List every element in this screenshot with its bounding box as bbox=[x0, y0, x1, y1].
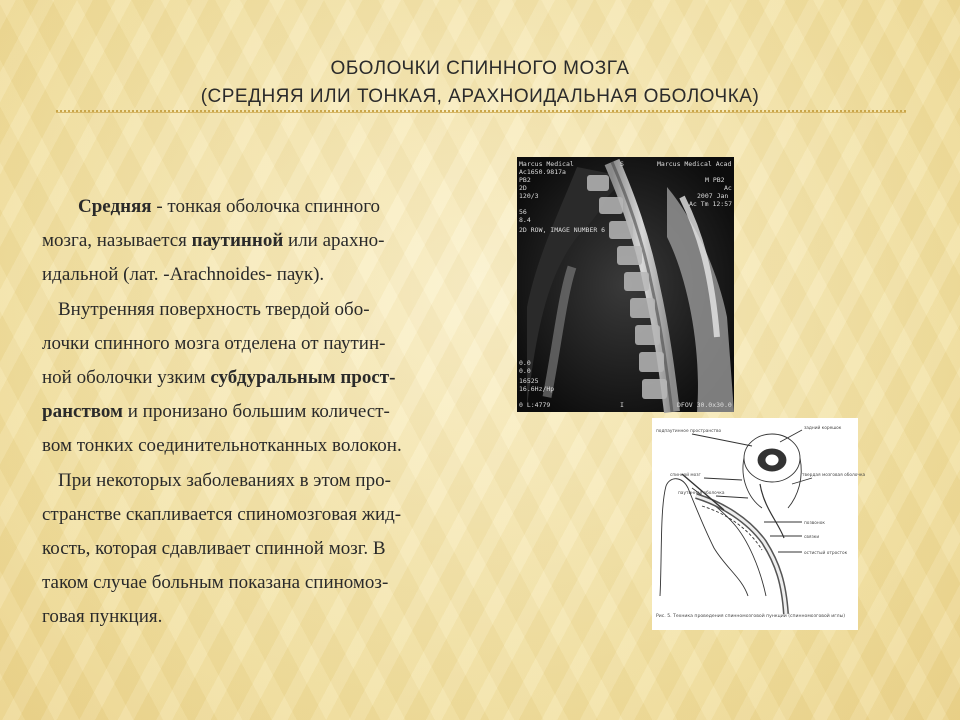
diagram-label-4: паутинная оболочка bbox=[678, 491, 725, 496]
slide-title bbox=[40, 55, 920, 111]
p1-text-1: - тонкая оболочка спинного bbox=[151, 196, 381, 217]
term-subdural-2: ранством bbox=[42, 401, 123, 423]
p3-text-5: говая пункция. bbox=[42, 606, 163, 628]
mri-spine-image bbox=[517, 157, 734, 412]
p1-text-3: или арахно- bbox=[283, 230, 385, 252]
term-middle: Средняя bbox=[78, 196, 152, 217]
p3-text-4: таком случае больным показана спиномоз- bbox=[42, 572, 389, 594]
mri-label-tl3: PB2 bbox=[519, 176, 531, 184]
mri-label-tr4: 2007 Jan bbox=[697, 192, 729, 200]
mri-label-br: DFOV 30.0x30.0 bbox=[677, 401, 732, 409]
diagram-label-7: остистый отросток bbox=[804, 551, 848, 556]
mri-label-tr: Marcus Medical Acad bbox=[657, 160, 732, 168]
title-line-1: ОБОЛОЧКИ СПИННОГО МОЗГА bbox=[330, 58, 630, 79]
mri-label-tl6: 56 bbox=[519, 208, 527, 216]
paragraph-1 bbox=[42, 190, 492, 293]
p2-text-4: и пронизано большим количест- bbox=[123, 401, 390, 423]
mri-label-bl3: 16525 bbox=[519, 377, 539, 385]
mri-label-bl: 0.0 bbox=[519, 359, 531, 367]
p2-text-1: Внутренняя поверхность твердой обо- bbox=[58, 298, 370, 320]
mri-label-tr3: Ac bbox=[724, 184, 732, 192]
p3-text-3: кость, которая сдавливает спинной мозг. В bbox=[42, 538, 386, 560]
mri-label-tl: Marcus Medical bbox=[519, 160, 574, 168]
term-subdural-1: субдуральным прост- bbox=[210, 367, 396, 389]
spinal-puncture-diagram bbox=[652, 418, 866, 630]
diagram-label-2: твердая мозговая оболочка bbox=[802, 473, 866, 478]
mri-label-s: S bbox=[620, 160, 624, 168]
diagram-label-5: позвонок bbox=[804, 521, 825, 526]
mri-label-tl2: Ac1650.9817a bbox=[519, 168, 566, 176]
paragraph-2 bbox=[42, 293, 492, 464]
p3-text-1: При некоторых заболеваниях в этом про- bbox=[58, 469, 391, 491]
mri-label-i: I bbox=[620, 401, 624, 409]
p2-text-5: вом тонких соединительнотканных волокон. bbox=[42, 435, 402, 457]
p1-text-2: мозга, называется bbox=[42, 230, 192, 252]
p1-text-4: идальной (лат. -Arachnoides- паук). bbox=[42, 264, 325, 286]
mri-label-tl4: 2D bbox=[519, 184, 527, 192]
diagram-caption: Рис. 5. Техника проведения спинномозговой пункции (спинномозговой иглы) bbox=[656, 614, 845, 619]
mri-label-tl8: 2D ROW, IMAGE NUMBER 6 bbox=[519, 226, 606, 234]
diagram-label-6: связки bbox=[804, 535, 820, 540]
p2-text-2: лочки спинного мозга отделена от паутин- bbox=[42, 332, 386, 354]
mri-label-bl4: 16.6Hz/Hp bbox=[519, 385, 555, 393]
title-line-2: (СРЕДНЯЯ ИЛИ ТОНКАЯ, АРАХНОИДАЛЬНАЯ ОБОЛОЧКА) bbox=[200, 86, 760, 107]
diagram-label-0: задний корешок bbox=[804, 426, 842, 431]
body-text bbox=[42, 190, 492, 635]
p3-text-2: странстве скапливается спиномозговая жид- bbox=[42, 503, 402, 525]
mri-label-tr2: M PB2 bbox=[705, 176, 725, 184]
mri-label-bl2: 0.0 bbox=[519, 367, 531, 375]
paragraph-3 bbox=[42, 464, 492, 635]
p2-text-3: ной оболочки узким bbox=[42, 367, 211, 389]
mri-label-tl5: 120/3 bbox=[519, 192, 539, 200]
mri-label-bl5: 0 L:4779 bbox=[519, 401, 551, 409]
diagram-label-3: спинной мозг bbox=[670, 473, 701, 478]
diagram-label-1: подпаутинное пространство bbox=[656, 429, 722, 434]
mri-label-tl7: 8.4 bbox=[519, 216, 531, 224]
term-arachnoid: паутинной bbox=[191, 230, 284, 252]
title-divider-line bbox=[56, 112, 906, 113]
mri-label-tr5: Ac Tm 12:57 bbox=[689, 200, 733, 208]
